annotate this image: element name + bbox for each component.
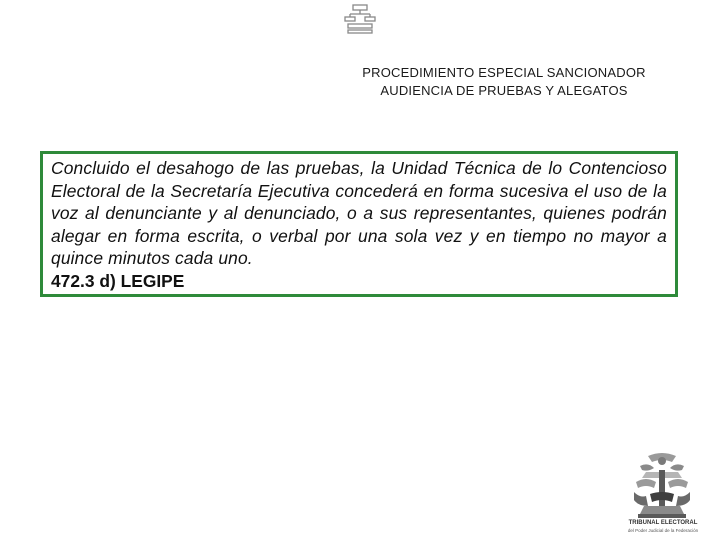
- logo-title: TRIBUNAL ELECTORAL: [628, 520, 698, 526]
- document-header: [300, 64, 708, 100]
- procedure-paragraph: Concluido el desahogo de las pruebas, la Unidad Técnica de lo Contencioso Electoral de la Secretaría Ejecutiva concederá en forma sucesiva el uso de la voz al denunciante y al denunciado, o a sus representantes, quienes podrán alegar en forma escrita, o verbal por una sola vez y en tiempo no mayor a quince minutos cada uno.: [51, 158, 667, 268]
- header-subtitle: AUDIENCIA DE PRUEBAS Y ALEGATOS: [380, 83, 628, 98]
- legal-reference: 472.3 d) LEGIPE: [51, 270, 185, 291]
- content-box: [40, 151, 678, 297]
- header-title: PROCEDIMIENTO ESPECIAL SANCIONADOR: [362, 65, 646, 80]
- logo-subtitle: del Poder Judicial de la Federación: [627, 528, 699, 533]
- org-chart-icon: [344, 4, 376, 34]
